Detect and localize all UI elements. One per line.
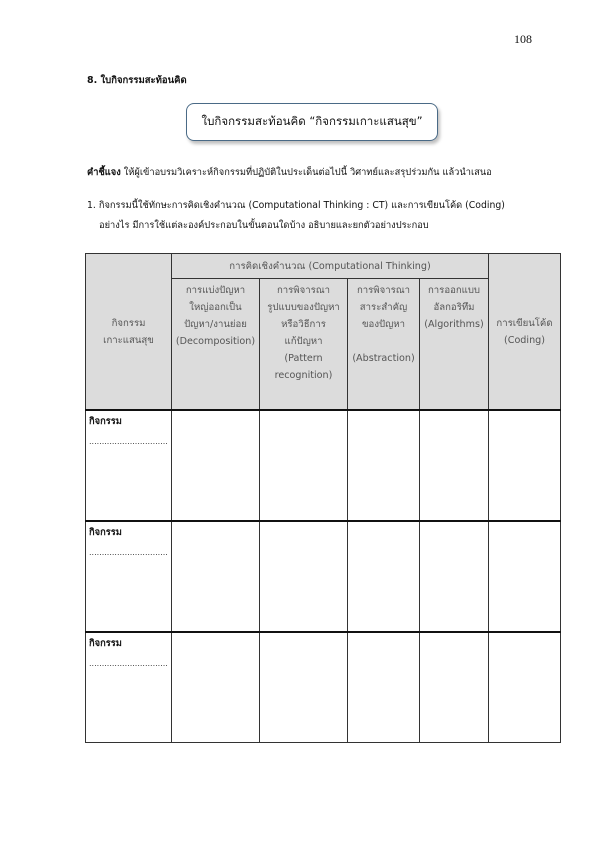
- answer-cell[interactable]: [172, 521, 260, 632]
- answer-cell[interactable]: [260, 632, 348, 743]
- activity-cell[interactable]: [86, 632, 172, 743]
- answer-cell[interactable]: [348, 632, 420, 743]
- activity-blank: ...............................: [89, 548, 168, 557]
- answer-cell[interactable]: [420, 521, 489, 632]
- coding-header-line: (Coding): [504, 334, 545, 346]
- answer-cell[interactable]: [348, 410, 420, 521]
- section-heading: 8. ใบกิจกรรมสะท้อนคิด: [87, 75, 187, 86]
- activity-header-line: กิจกรรม: [111, 317, 146, 329]
- activity-blank: ...............................: [89, 437, 168, 446]
- answer-cell[interactable]: [420, 410, 489, 521]
- decomposition-header: [172, 279, 260, 411]
- activity-header-line: เกาะแสนสุข: [103, 334, 154, 346]
- worksheet-title: ใบกิจกรรมสะท้อนคิด “กิจกรรมเกาะแสนสุข”: [201, 114, 423, 128]
- header-line: recognition): [274, 370, 333, 381]
- pattern-recognition-header: [260, 279, 348, 411]
- algorithms-header: [420, 279, 489, 411]
- header-line: สาระสำคัญ: [359, 302, 408, 313]
- answer-cell[interactable]: [260, 410, 348, 521]
- header-line: (Pattern: [284, 353, 323, 364]
- header-line: การออกแบบ: [427, 285, 481, 296]
- instruction-label: คำชี้แจง: [87, 167, 121, 178]
- answer-cell[interactable]: [489, 410, 561, 521]
- activity-label: กิจกรรม: [89, 527, 122, 538]
- header-line: หรือวิธีการ: [281, 319, 326, 330]
- header-line: (Abstraction): [352, 353, 415, 364]
- table-row: [86, 632, 561, 743]
- header-line: (Decomposition): [175, 336, 256, 347]
- activity-label: กิจกรรม: [89, 638, 122, 649]
- activity-column-header: [86, 254, 172, 411]
- header-line: [348, 333, 419, 350]
- instruction: [87, 165, 567, 180]
- header-line: การพิจารณา: [356, 285, 411, 296]
- answer-cell[interactable]: [489, 632, 561, 743]
- header-line: แก้ปัญหา: [284, 336, 323, 347]
- activity-cell[interactable]: [86, 410, 172, 521]
- answer-cell[interactable]: [420, 632, 489, 743]
- instruction-text: ให้ผู้เข้าอบรมวิเคราะห์กิจกรรมที่ปฏิบัติในประเด็นต่อไปนี้ วิศาทย์และสรุปร่วมกัน แล้วนำเสนอ: [123, 167, 492, 178]
- question-line-1: 1. กิจกรรมนี้ใช้ทักษะการคิดเชิงคำนวณ (Computational Thinking : CT) และการเขียนโค้ด (Coding): [87, 200, 505, 211]
- activity-label: กิจกรรม: [89, 416, 122, 427]
- answer-cell[interactable]: [348, 521, 420, 632]
- header-line: รูปแบบของปัญหา: [267, 302, 340, 313]
- worksheet-title-box: [186, 103, 438, 141]
- ct-group-header: การคิดเชิงคำนวณ (Computational Thinking): [172, 254, 489, 279]
- page-number: 108: [514, 32, 532, 46]
- activity-blank: ...............................: [89, 659, 168, 668]
- answer-cell[interactable]: [260, 521, 348, 632]
- header-line: ปัญหา/งานย่อย: [184, 319, 247, 330]
- header-line: การพิจารณา: [276, 285, 331, 296]
- answer-cell[interactable]: [172, 632, 260, 743]
- header-line: อัลกอริทึม: [433, 302, 475, 313]
- header-line: การแบ่งปัญหา: [185, 285, 246, 296]
- worksheet-table: [85, 253, 561, 743]
- header-line: (Algorithms): [424, 319, 484, 330]
- header-line: ใหญ่ออกเป็น: [189, 302, 242, 313]
- coding-column-header: [489, 254, 561, 411]
- table-row: [86, 521, 561, 632]
- answer-cell[interactable]: [489, 521, 561, 632]
- abstraction-header: [348, 279, 420, 411]
- coding-header-line: การเขียนโค้ด: [496, 317, 553, 329]
- activity-cell[interactable]: [86, 521, 172, 632]
- header-line: ของปัญหา: [362, 319, 405, 330]
- answer-cell[interactable]: [172, 410, 260, 521]
- table-row: [86, 410, 561, 521]
- question-line-2: อย่างไร มีการใช้แต่ละองค์ประกอบในขั้นตอนใดบ้าง อธิบายและยกตัวอย่างประกอบ: [99, 220, 429, 231]
